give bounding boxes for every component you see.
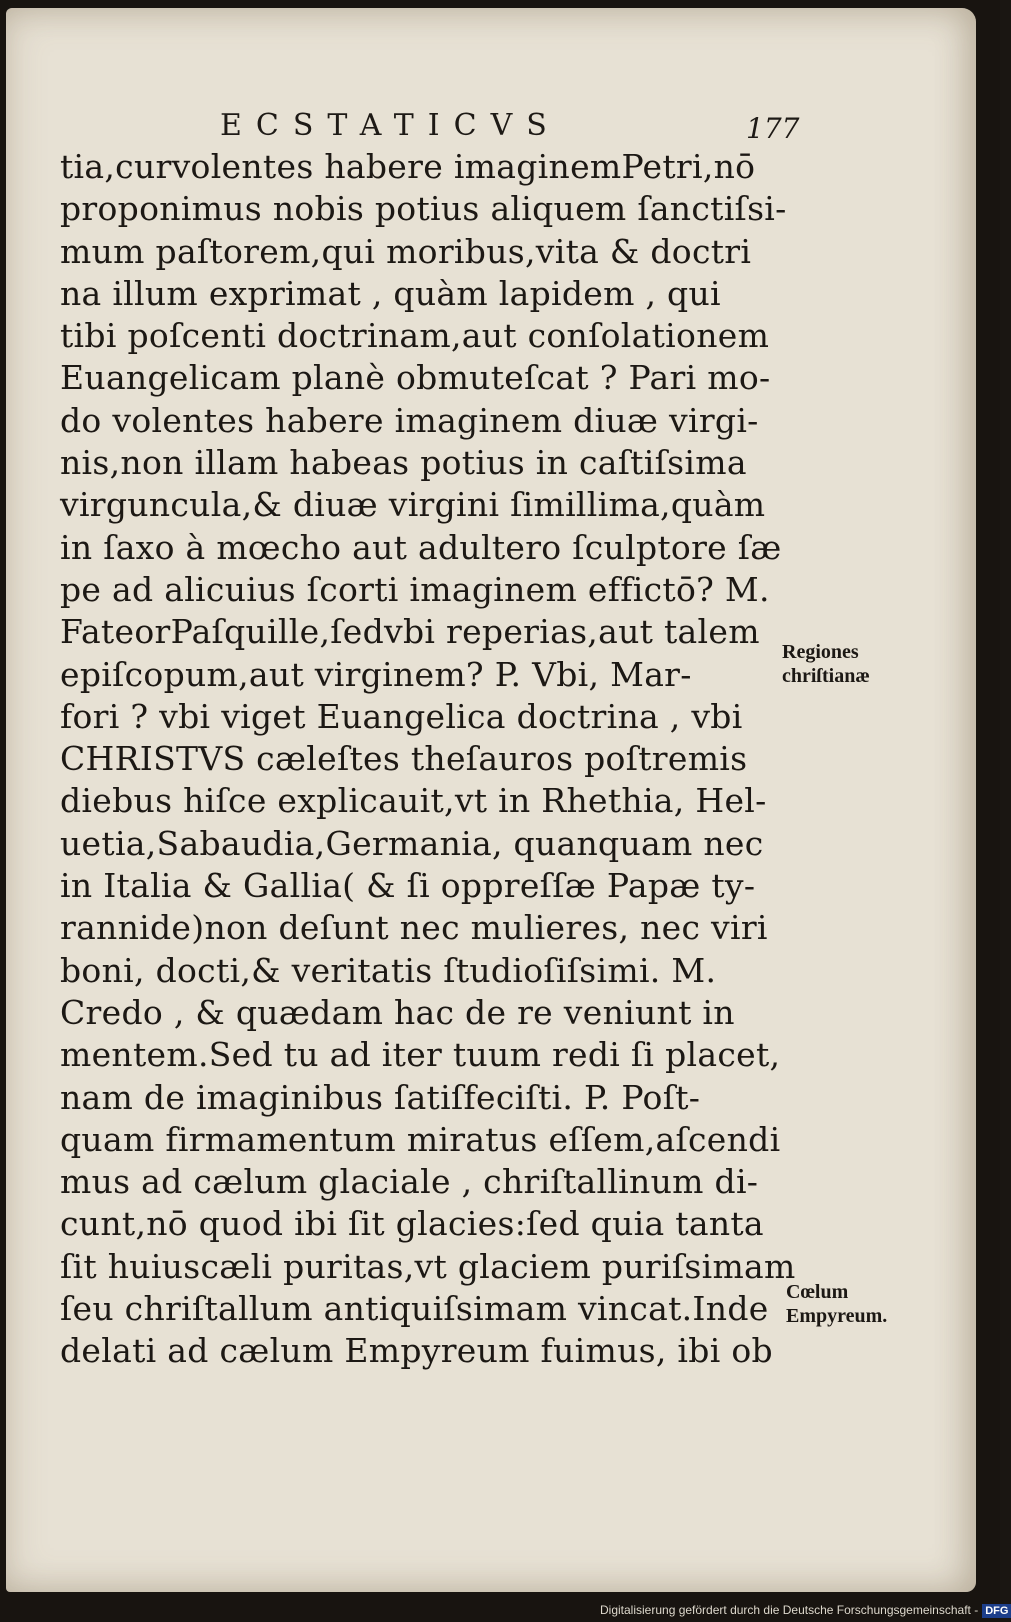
text-line: diebus hiſce explicauit,vt in Rhethia, Hel- — [60, 781, 767, 821]
page-number: 177 — [746, 112, 800, 145]
text-line: cunt,nō quod ibi ſit glacies:ſed quia tanta — [60, 1204, 764, 1244]
text-line: Euangelicam planè obmuteſcat ? Pari mo- — [60, 358, 771, 398]
text-line: CHRISTVS cæleſtes theſauros poſtremis — [60, 739, 748, 779]
text-line: ſit huiuscæli puritas,vt glaciem puriſsimam — [60, 1246, 796, 1286]
running-head: ECSTATICVS — [220, 108, 561, 143]
text-line: FateorPaſquille,ſedvbi reperias,aut talem — [60, 612, 760, 652]
text-line: fori ? vbi viget Euangelica doctrina , vbi — [60, 696, 743, 736]
text-line: rannide)non deſunt nec mulieres, nec viri — [60, 908, 768, 948]
text-block — [60, 146, 796, 1373]
digitization-credit — [600, 1600, 1009, 1620]
text-line: mentem.Sed tu ad iter tuum redi ſi placet, — [60, 1035, 781, 1075]
text-line: pe ad alicuius ſcorti imaginem effictō? M. — [60, 569, 770, 609]
text-line: in ſaxo à mœcho aut adultero ſculptore ſæ — [60, 527, 782, 567]
text-line: quam firmamentum miratus eſſem,aſcendi — [60, 1119, 781, 1159]
text-line: uetia,Sabaudia,Germania, quanquam nec — [60, 823, 764, 863]
text-line: boni, docti,& veritatis ſtudioſiſsimi. M. — [60, 950, 717, 990]
text-line: na illum exprimat , quàm lapidem , qui — [60, 273, 721, 313]
marginal-note: Regiones chriſtianæ — [782, 641, 870, 687]
text-line: do volentes habere imaginem diuæ virgi- — [60, 400, 759, 440]
text-line: in Italia & Gallia( & ſi oppreſſæ Papæ ty- — [60, 866, 756, 906]
text-line: virguncula,& diuæ virgini ſimillima,quàm — [60, 485, 766, 525]
text-line: proponimus nobis potius aliquem ſanctiſsi- — [60, 189, 787, 229]
text-line: ſeu chriſtallum antiquiſsimam vincat.Inde — [60, 1289, 769, 1329]
text-line: Credo , & quædam hac de re veniunt in — [60, 992, 735, 1032]
text-line: tia,curvolentes habere imaginemPetri,nō — [60, 147, 756, 186]
marginal-note: Cœlum Empyreum. — [786, 1281, 888, 1327]
credit-text: Digitalisierung gefördert durch die Deutsche Forschungsgemeinschaft - — [600, 1603, 979, 1617]
dfg-logo: DFG — [982, 1604, 1011, 1618]
text-line: nam de imaginibus ſatiſfeciſti. P. Poſt- — [60, 1077, 701, 1117]
text-line: epiſcopum,aut virginem? P. Vbi, Mar- — [60, 654, 692, 694]
text-line: tibi poſcenti doctrinam,aut conſolationem — [60, 316, 770, 356]
text-line: nis,non illam habeas potius in caſtiſsima — [60, 443, 747, 483]
text-line: mum paſtorem,qui moribus,vita & doctri — [60, 231, 752, 271]
text-line: mus ad cælum glaciale , chriſtallinum di- — [60, 1162, 759, 1202]
text-line: delati ad cælum Empyreum fuimus, ibi ob — [60, 1331, 773, 1371]
